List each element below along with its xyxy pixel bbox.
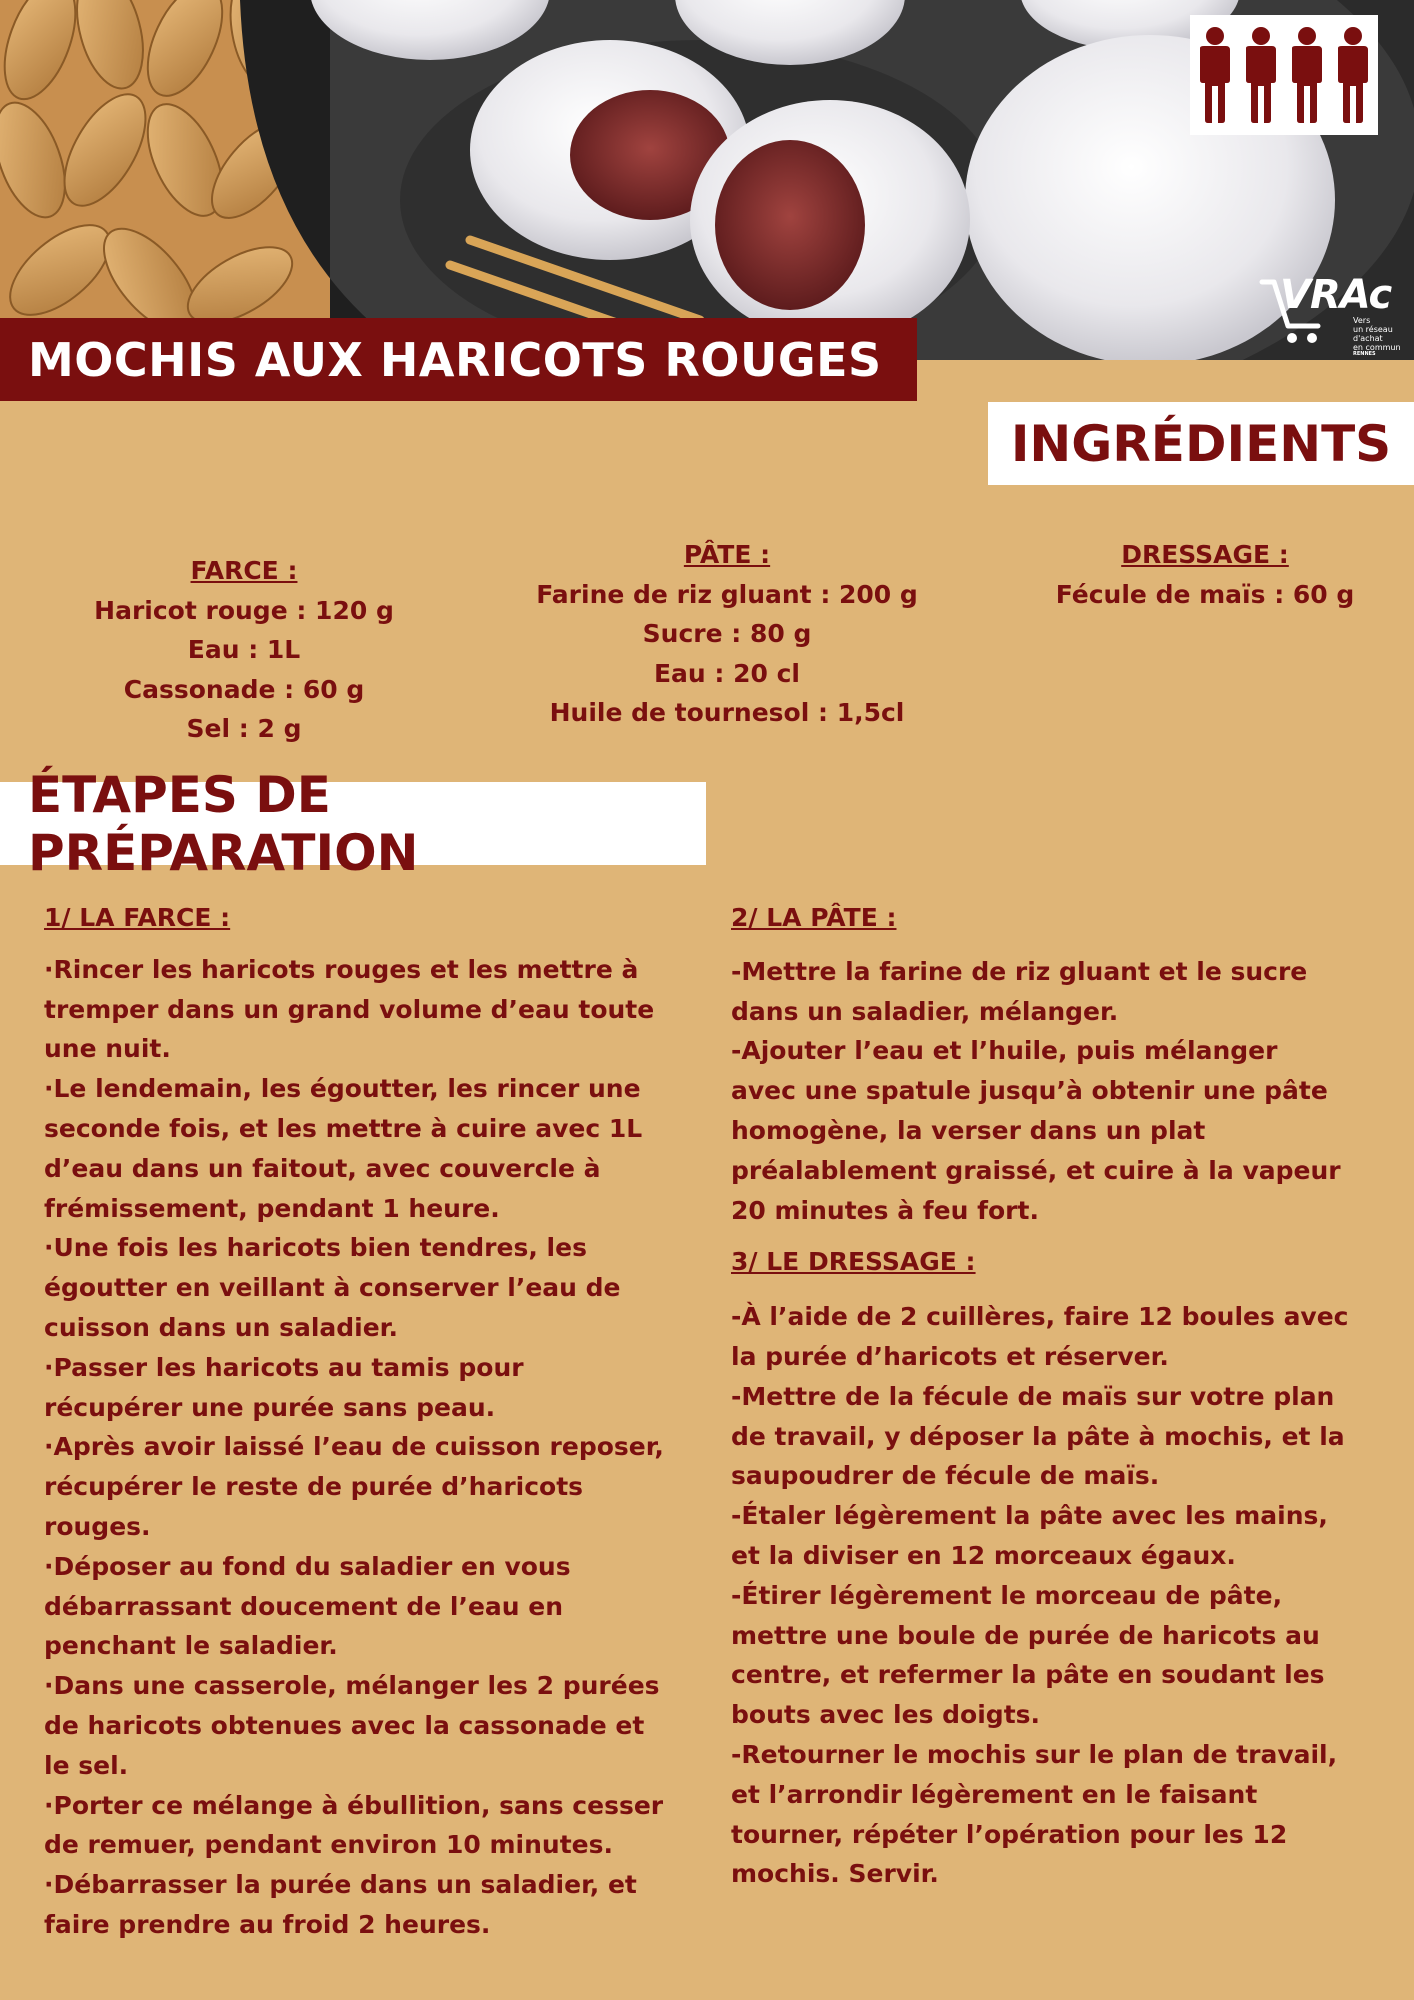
step-line: ·Passer les haricots au tamis pour xyxy=(44,1352,524,1382)
step-line: 20 minutes à feu fort. xyxy=(731,1195,1039,1225)
step-line: saupoudrer de fécule de maïs. xyxy=(731,1461,1160,1491)
logo-city: RENNES xyxy=(1353,351,1376,357)
steps-farce-text xyxy=(44,950,704,1945)
steps-right-column xyxy=(731,898,1391,1894)
step-line: dans un saladier, mélanger. xyxy=(731,996,1119,1026)
step-line: -Étaler légèrement la pâte avec les mains, xyxy=(731,1501,1328,1531)
ingredients-farce-list xyxy=(54,591,434,749)
ingredients-pate-list xyxy=(500,575,954,733)
servings-badge xyxy=(1190,15,1378,135)
step-line: -Étirer légèrement le morceau de pâte, xyxy=(731,1580,1283,1610)
steps-pate-text xyxy=(731,952,1391,1231)
ingredients-dressage xyxy=(1010,535,1400,614)
step-line: ·Déposer au fond du saladier en vous xyxy=(44,1551,571,1581)
step-line: ·Porter ce mélange à ébullition, sans cesser xyxy=(44,1790,664,1820)
step-line: rouges. xyxy=(44,1511,151,1541)
ingredients-pate xyxy=(500,535,954,733)
step-line: ·Rincer les haricots rouges et les mettre à xyxy=(44,954,639,984)
steps-heading: ÉTAPES DE PRÉPARATION xyxy=(28,765,419,882)
ingredient-item: Haricot rouge : 120 g xyxy=(94,595,394,625)
step-line: penchant le saladier. xyxy=(44,1631,338,1661)
step-line: égoutter en veillant à conserver l’eau de xyxy=(44,1273,621,1303)
step-line: préalablement graissé, et cuire à la vapeur xyxy=(731,1155,1341,1185)
steps-farce xyxy=(44,898,704,1945)
ingredients-pate-title: PÂTE : xyxy=(683,540,771,569)
step-line: centre, et refermer la pâte en soudant les xyxy=(731,1660,1325,1690)
steps-farce-title: 1/ LA FARCE : xyxy=(44,903,231,932)
ingredient-item: Sucre : 80 g xyxy=(642,619,812,648)
step-line: -Mettre de la fécule de maïs sur votre plan xyxy=(731,1381,1335,1411)
step-line: -Retourner le mochis sur le plan de travail, xyxy=(731,1739,1338,1769)
ingredients-dressage-title: DRESSAGE : xyxy=(1121,540,1289,569)
logo-wordmark: VRAc xyxy=(1280,272,1392,318)
step-line: bouts avec les doigts. xyxy=(731,1700,1041,1730)
logo-tagline-line: un réseau xyxy=(1353,325,1393,334)
person-icon xyxy=(1286,26,1328,124)
ingredients-heading: INGRÉDIENTS xyxy=(1010,414,1392,473)
steps-heading-box xyxy=(0,765,706,882)
step-line: mochis. Servir. xyxy=(731,1859,939,1889)
ingredient-item: Eau : 1L xyxy=(187,635,301,664)
step-line: ·Débarrasser la purée dans un saladier, et xyxy=(44,1870,637,1900)
step-line: et la diviser en 12 morceaux égaux. xyxy=(731,1540,1236,1570)
title-bar xyxy=(0,318,917,401)
ingredient-item: Sel : 2 g xyxy=(186,714,302,743)
step-line: de travail, y déposer la pâte à mochis, et la xyxy=(731,1421,1345,1451)
step-line: tremper dans un grand volume d’eau toute xyxy=(44,994,655,1024)
steps-dressage-title: 3/ LE DRESSAGE : xyxy=(731,1247,976,1277)
steps-dressage-text xyxy=(731,1297,1391,1894)
step-line: frémissement, pendant 1 heure. xyxy=(44,1193,500,1223)
step-line: -À l’aide de 2 cuillères, faire 12 boules avec xyxy=(731,1302,1349,1332)
step-line: avec une spatule jusqu’à obtenir une pâte xyxy=(731,1076,1328,1106)
page-title: MOCHIS AUX HARICOTS ROUGES xyxy=(28,332,882,387)
logo-tagline xyxy=(1353,316,1413,352)
step-line: ·Après avoir laissé l’eau de cuisson reposer, xyxy=(44,1432,664,1462)
step-line: mettre une boule de purée de haricots au xyxy=(731,1620,1320,1650)
ingredients-farce xyxy=(54,551,434,749)
step-line: ·Une fois les haricots bien tendres, les xyxy=(44,1233,587,1263)
ingredient-item: Farine de riz gluant : 200 g xyxy=(536,579,918,609)
step-line: la purée d’haricots et réserver. xyxy=(731,1341,1169,1371)
ingredient-item: Cassonade : 60 g xyxy=(123,674,365,704)
step-line: tourner, répéter l’opération pour les 12 xyxy=(731,1819,1288,1849)
step-line: ·Dans une casserole, mélanger les 2 purées xyxy=(44,1671,660,1701)
step-line: -Mettre la farine de riz gluant et le sucre xyxy=(731,956,1308,986)
person-icon xyxy=(1194,26,1236,124)
step-line: et l’arrondir légèrement en le faisant xyxy=(731,1779,1258,1809)
ingredients-farce-title: FARCE : xyxy=(190,556,298,585)
ingredient-item: Huile de tournesol : 1,5cl xyxy=(549,698,905,727)
step-line: seconde fois, et les mettre à cuire avec 1L xyxy=(44,1113,643,1143)
step-line: récupérer une purée sans peau. xyxy=(44,1392,496,1422)
step-line: homogène, la verser dans un plat xyxy=(731,1115,1206,1145)
ingredients-heading-box xyxy=(988,402,1414,485)
ingredient-item: Eau : 20 cl xyxy=(653,658,801,688)
step-line: ·Le lendemain, les égoutter, les rincer une xyxy=(44,1074,641,1104)
person-icon xyxy=(1332,26,1374,124)
steps-pate-title: 2/ LA PÂTE : xyxy=(731,903,897,932)
step-line: cuisson dans un saladier. xyxy=(44,1312,398,1342)
vrac-logo xyxy=(1258,268,1408,360)
step-line: faire prendre au froid 2 heures. xyxy=(44,1909,491,1939)
step-line: de haricots obtenues avec la cassonade et xyxy=(44,1710,645,1740)
person-icon xyxy=(1240,26,1282,124)
ingredient-item: Fécule de maïs : 60 g xyxy=(1055,579,1355,609)
step-line: une nuit. xyxy=(44,1034,171,1064)
step-line: -Ajouter l’eau et l’huile, puis mélanger xyxy=(731,1036,1278,1066)
logo-tagline-line: d'achat xyxy=(1353,334,1383,343)
step-line: récupérer le reste de purée d’haricots xyxy=(44,1472,584,1502)
logo-tagline-line: Vers xyxy=(1353,316,1371,325)
step-line: de remuer, pendant environ 10 minutes. xyxy=(44,1830,613,1860)
step-line: le sel. xyxy=(44,1750,129,1780)
logo-tagline-line: en commun xyxy=(1353,343,1401,352)
step-line: débarrassant doucement de l’eau en xyxy=(44,1591,564,1621)
step-line: d’eau dans un faitout, avec couvercle à xyxy=(44,1153,601,1183)
ingredients-dressage-list xyxy=(1010,575,1400,615)
